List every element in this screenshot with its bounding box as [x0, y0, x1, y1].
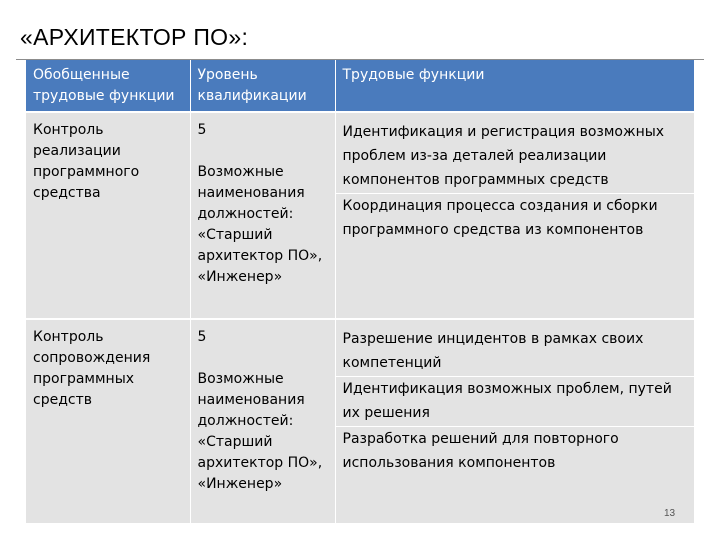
qualification-level: 5 — [197, 329, 207, 345]
qualification-cell — [190, 319, 335, 523]
qualification-cell — [190, 112, 335, 319]
generalized-function-cell: Контроль сопровождения программных средств — [26, 319, 190, 523]
labor-function-item: Идентификация возможных проблем, путей их решения — [336, 377, 695, 427]
header-labor-functions: Трудовые функции — [335, 60, 694, 112]
header-qualification-level: Уровень квалификации — [190, 60, 335, 112]
positions-text: Возможные наименования должностей: «Старший архитектор ПО», «Инженер» — [197, 371, 323, 492]
labor-function-item: Разработка решений для повторного использования компонентов — [342, 431, 619, 471]
header-generalized-functions: Обобщенные трудовые функции — [26, 60, 190, 112]
slide-title: «АРХИТЕКТОР ПО»: — [20, 24, 249, 50]
qualification-level: 5 — [197, 122, 207, 138]
table-row — [26, 112, 694, 319]
labor-function-item: Координация процесса создания и сборки программного средства из компонентов — [342, 198, 658, 238]
labor-function-item: Идентификация и регистрация возможных проблем из-за деталей реализации компонентов программных средств — [336, 120, 695, 194]
labor-functions-cell — [335, 112, 694, 319]
qualification-table — [26, 60, 694, 523]
table-row — [26, 319, 694, 523]
generalized-function-cell: Контроль реализации программного средства — [26, 112, 190, 319]
labor-function-item: Разрешение инцидентов в рамках своих компетенций — [336, 327, 695, 377]
page-number: 13 — [664, 508, 676, 519]
table-header-row — [26, 60, 694, 112]
positions-text: Возможные наименования должностей: «Старший архитектор ПО», «Инженер» — [197, 164, 323, 285]
labor-functions-cell — [335, 319, 694, 523]
